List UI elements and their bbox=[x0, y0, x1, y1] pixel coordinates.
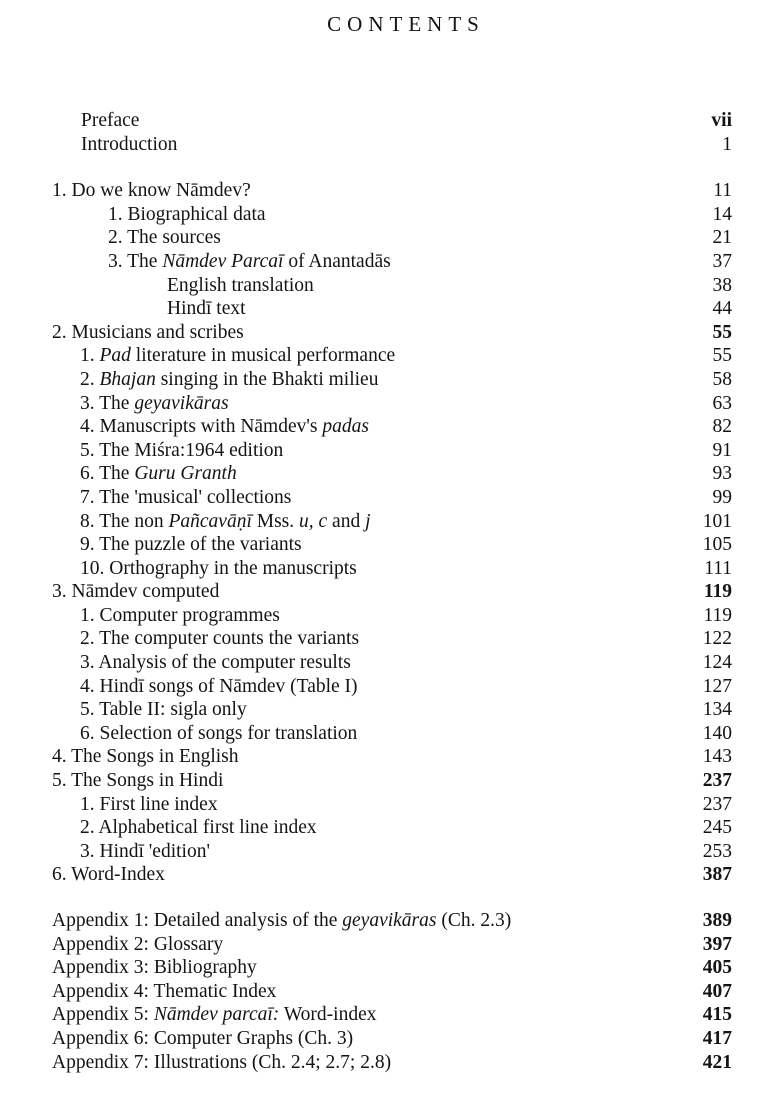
page-number: 119 bbox=[703, 581, 732, 603]
toc-section-entry bbox=[52, 557, 732, 581]
toc-section-entry bbox=[52, 675, 732, 699]
toc-chapter-entry bbox=[52, 179, 732, 203]
spacer bbox=[52, 887, 732, 909]
entry-title: 3. The geyavikāras bbox=[80, 392, 229, 414]
page-number: 387 bbox=[702, 864, 732, 886]
entry-title: 1. Biographical data bbox=[108, 203, 266, 225]
page-number: 124 bbox=[702, 652, 732, 674]
page-number: 119 bbox=[703, 604, 732, 626]
toc-section-entry bbox=[52, 344, 732, 368]
entry-title: 3. Analysis of the computer results bbox=[80, 652, 351, 674]
toc-section-entry bbox=[52, 274, 732, 298]
toc-appendix-entry bbox=[52, 933, 732, 957]
entry-title: 2. Musicians and scribes bbox=[52, 321, 244, 343]
page-number: 417 bbox=[702, 1027, 732, 1049]
page-number: 122 bbox=[702, 628, 732, 650]
page-number: 407 bbox=[702, 980, 732, 1002]
page-number: 140 bbox=[702, 722, 732, 744]
toc-section-entry bbox=[52, 297, 732, 321]
toc-front-matter-entry bbox=[52, 133, 732, 157]
page-number: 55 bbox=[712, 345, 732, 367]
entry-title: Appendix 2: Glossary bbox=[52, 933, 224, 955]
entry-title: 3. Nāmdev computed bbox=[52, 581, 220, 603]
page-number: 245 bbox=[702, 817, 732, 839]
toc-chapter-entry bbox=[52, 745, 732, 769]
entry-title: Introduction bbox=[81, 133, 178, 155]
toc-chapter-entry bbox=[52, 580, 732, 604]
page-number: 134 bbox=[702, 699, 732, 721]
entry-title: 3. Hindī 'edition' bbox=[80, 840, 210, 862]
page-number: 37 bbox=[712, 250, 732, 272]
toc-section-entry bbox=[52, 510, 732, 534]
page-number: 11 bbox=[713, 180, 732, 202]
entry-title: English translation bbox=[167, 274, 314, 296]
page-number: 38 bbox=[712, 274, 732, 296]
page-number: 101 bbox=[702, 510, 732, 532]
page-number: 237 bbox=[702, 793, 732, 815]
page-number: 99 bbox=[712, 486, 732, 508]
page-title: CONTENTS bbox=[327, 12, 485, 36]
toc-section-entry bbox=[52, 627, 732, 651]
page-number: 58 bbox=[712, 368, 732, 390]
page-number: 405 bbox=[702, 957, 732, 979]
toc-section-entry bbox=[52, 439, 732, 463]
toc-appendix-entry bbox=[52, 956, 732, 980]
toc-section-entry bbox=[52, 250, 732, 274]
table-of-contents bbox=[52, 109, 732, 1074]
page-number: 127 bbox=[702, 675, 732, 697]
toc-section-entry bbox=[52, 651, 732, 675]
entry-title: Preface bbox=[81, 110, 140, 131]
entry-title: 5. The Miśra:1964 edition bbox=[80, 439, 284, 461]
toc-appendix-entry bbox=[52, 1003, 732, 1027]
entry-title: 8. The non Pañcavāṇī Mss. u, c and j bbox=[80, 510, 371, 532]
page-number: 93 bbox=[712, 463, 732, 485]
entry-title: Appendix 3: Bibliography bbox=[52, 957, 257, 979]
toc-appendix-entry bbox=[52, 980, 732, 1004]
entry-title: 5. The Songs in Hindi bbox=[52, 770, 224, 792]
entry-title: 6. Selection of songs for translation bbox=[80, 722, 358, 744]
toc-section-entry bbox=[52, 816, 732, 840]
page-number: 55 bbox=[712, 321, 732, 343]
toc-section-entry bbox=[52, 486, 732, 510]
page-number: 82 bbox=[712, 416, 732, 438]
entry-title: 2. Bhajan singing in the Bhakti milieu bbox=[80, 368, 379, 390]
toc-section-entry bbox=[52, 226, 732, 250]
toc-section-entry bbox=[52, 840, 732, 864]
toc-appendix-entry bbox=[52, 909, 732, 933]
page-number: 91 bbox=[712, 439, 732, 461]
entry-title: Hindī text bbox=[167, 298, 246, 320]
toc-section-entry bbox=[52, 203, 732, 227]
entry-title: 1. Pad literature in musical performance bbox=[80, 345, 396, 367]
toc-front-matter-entry bbox=[52, 109, 732, 133]
page-number: 14 bbox=[712, 203, 732, 225]
toc-section-entry bbox=[52, 533, 732, 557]
toc-section-entry bbox=[52, 793, 732, 817]
page-number: 389 bbox=[702, 910, 732, 931]
toc-chapter-entry bbox=[52, 769, 732, 793]
entry-title: 4. Manuscripts with Nāmdev's padas bbox=[80, 416, 369, 438]
entry-title: 1. Computer programmes bbox=[80, 604, 280, 626]
page-number: 105 bbox=[702, 534, 732, 556]
page-number: 111 bbox=[704, 557, 732, 579]
entry-title: 2. The computer counts the variants bbox=[80, 628, 360, 650]
toc-section-entry bbox=[52, 604, 732, 628]
entry-title: Appendix 7: Illustrations (Ch. 2.4; 2.7; 2.8) bbox=[52, 1051, 392, 1073]
entry-title: 10. Orthography in the manuscripts bbox=[80, 557, 357, 579]
entry-title: 4. The Songs in English bbox=[52, 746, 239, 768]
entry-title: 4. Hindī songs of Nāmdev (Table I) bbox=[80, 675, 358, 697]
page-number: 63 bbox=[712, 392, 732, 414]
entry-title: 1. First line index bbox=[80, 793, 218, 815]
page-number: 415 bbox=[702, 1004, 732, 1026]
page-number: 1 bbox=[722, 133, 732, 155]
entry-title: Appendix 1: Detailed analysis of the geyavikāras (Ch. 2.3) bbox=[52, 910, 512, 931]
entry-title: 2. The sources bbox=[108, 227, 221, 249]
page-number: 253 bbox=[702, 840, 732, 862]
entry-title: 9. The puzzle of the variants bbox=[80, 534, 302, 556]
toc-chapter-entry bbox=[52, 863, 732, 887]
toc-section-entry bbox=[52, 415, 732, 439]
toc-chapter-entry bbox=[52, 321, 732, 345]
entry-title: 6. The Guru Granth bbox=[80, 463, 237, 485]
toc-section-entry bbox=[52, 392, 732, 416]
entry-title: 6. Word-Index bbox=[52, 864, 165, 886]
entry-title: 7. The 'musical' collections bbox=[80, 486, 292, 508]
toc-section-entry bbox=[52, 722, 732, 746]
page-number: 397 bbox=[702, 933, 732, 955]
entry-title: Appendix 5: Nāmdev parcaī: Word-index bbox=[52, 1004, 377, 1026]
page-number: 421 bbox=[702, 1051, 732, 1073]
toc-section-entry bbox=[52, 368, 732, 392]
entry-title: 3. The Nāmdev Parcaī of Anantadās bbox=[108, 250, 391, 272]
page-number: 237 bbox=[702, 770, 732, 792]
entry-title: Appendix 6: Computer Graphs (Ch. 3) bbox=[52, 1027, 354, 1049]
page-number: vii bbox=[711, 110, 732, 131]
toc-appendix-entry bbox=[52, 1027, 732, 1051]
entry-title: 2. Alphabetical first line index bbox=[80, 817, 317, 839]
page-number: 21 bbox=[712, 227, 732, 249]
entry-title: Appendix 4: Thematic Index bbox=[52, 980, 277, 1002]
entry-title: 1. Do we know Nāmdev? bbox=[52, 180, 251, 202]
toc-appendix-entry bbox=[52, 1051, 732, 1075]
toc-section-entry bbox=[52, 698, 732, 722]
entry-title: 5. Table II: sigla only bbox=[80, 699, 247, 721]
spacer bbox=[52, 156, 732, 179]
page-number: 143 bbox=[702, 746, 732, 768]
page-number: 44 bbox=[712, 298, 732, 320]
toc-section-entry bbox=[52, 462, 732, 486]
